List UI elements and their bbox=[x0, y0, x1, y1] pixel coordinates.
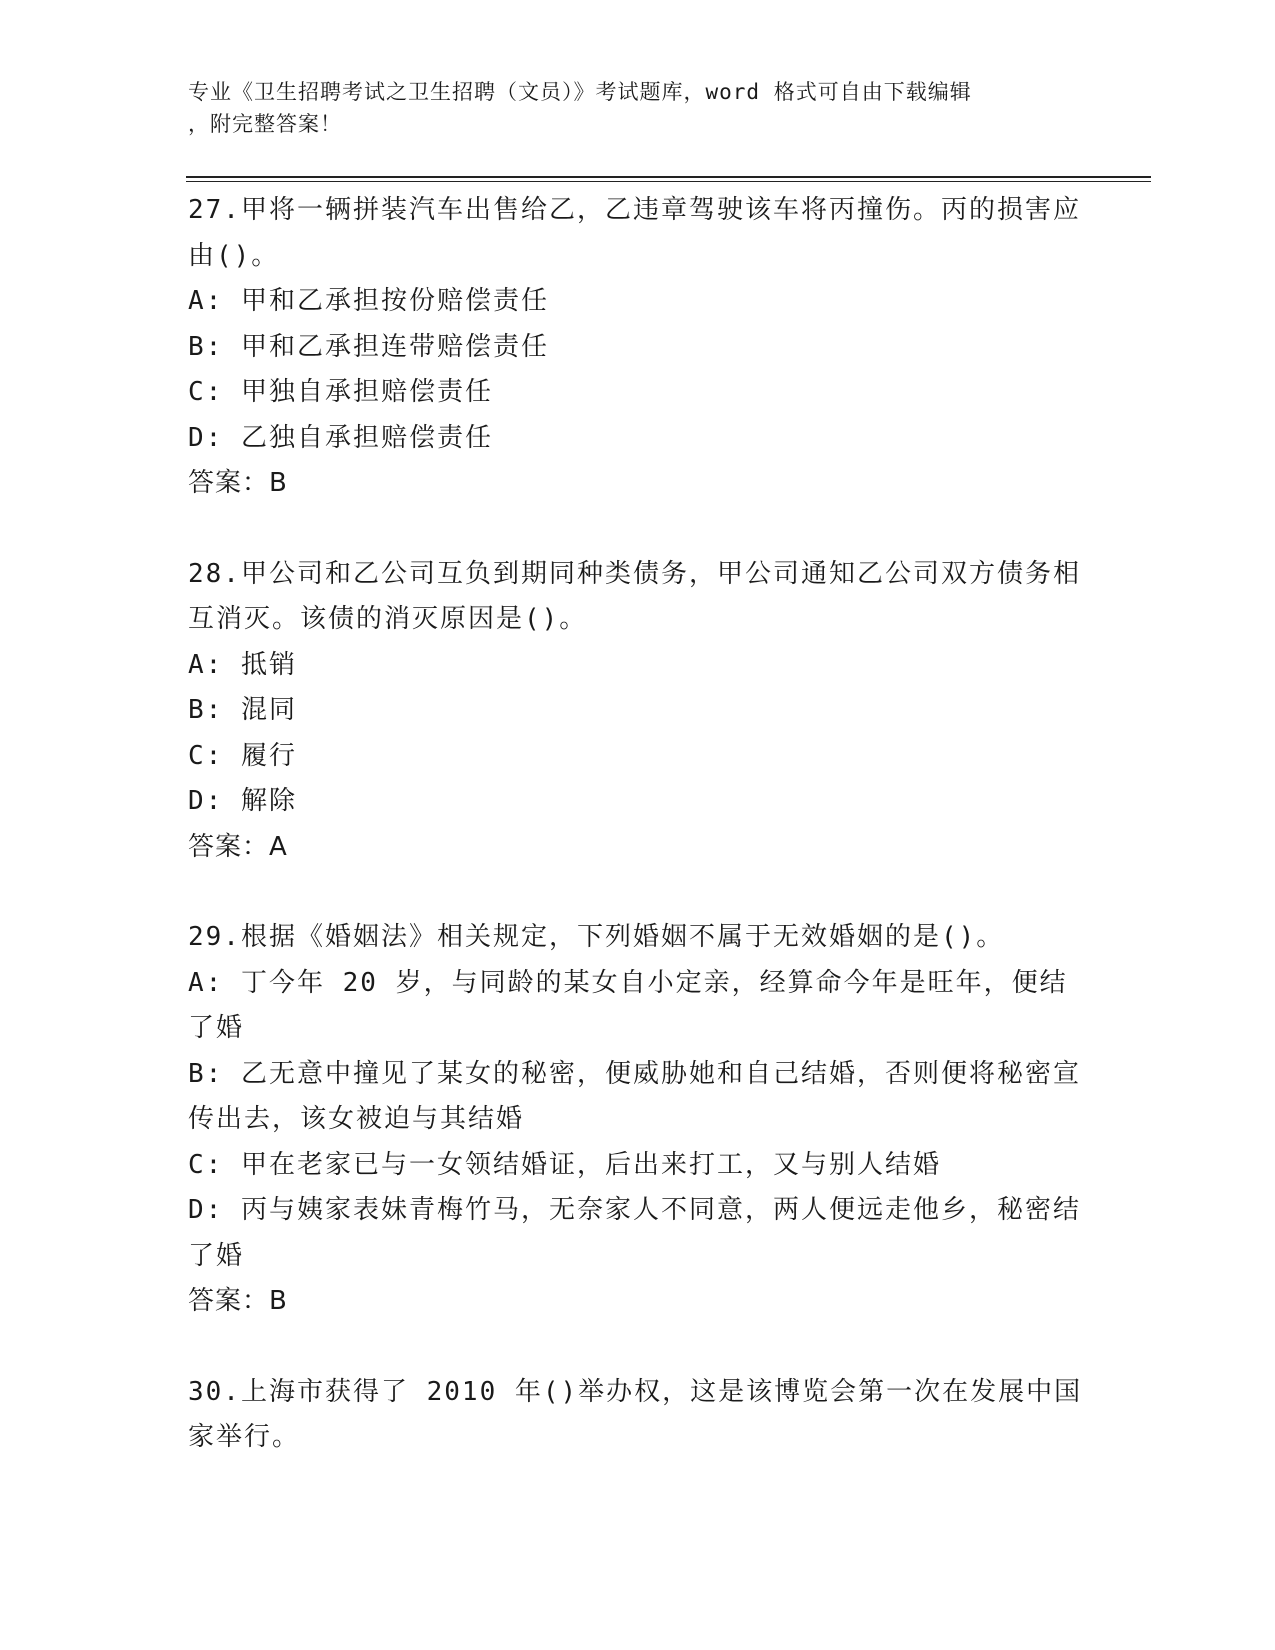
document-header bbox=[188, 76, 1078, 140]
question-30 bbox=[188, 1370, 1083, 1461]
answer-line: 答案：B bbox=[188, 1286, 288, 1316]
question-text: 30.上海市获得了 2010 年()举办权，这是该博览会第一次在发展中国家举行。 bbox=[188, 1376, 1083, 1452]
option-b: B: 乙无意中撞见了某女的秘密，便威胁她和自己结婚，否则便将秘密宣传出去，该女被迫与其结婚 bbox=[188, 1058, 1081, 1134]
option-a: A: 抵销 bbox=[188, 649, 297, 680]
option-c: C: 甲在老家已与一女领结婚证，后出来打工，又与别人结婚 bbox=[188, 1149, 941, 1180]
header-divider bbox=[186, 176, 1151, 178]
option-a: A: 甲和乙承担按份赔偿责任 bbox=[188, 286, 549, 316]
option-d: D: 解除 bbox=[188, 786, 297, 816]
question-text: 28.甲公司和乙公司互负到期同种类债务，甲公司通知乙公司双方债务相互消灭。该债的消灭原因是()。 bbox=[188, 558, 1081, 634]
option-b: B: 甲和乙承担连带赔偿责任 bbox=[188, 331, 549, 362]
option-d: D: 乙独自承担赔偿责任 bbox=[188, 422, 493, 453]
question-list bbox=[188, 188, 1083, 1461]
option-c: C: 履行 bbox=[188, 740, 297, 771]
answer-line: 答案：A bbox=[188, 831, 288, 862]
question-27 bbox=[188, 188, 1083, 507]
header-line-2: ，附完整答案！ bbox=[188, 112, 342, 136]
option-a: A: 丁今年 20 岁，与同龄的某女自小定亲，经算命今年是旺年，便结了婚 bbox=[188, 967, 1068, 1043]
option-b: B: 混同 bbox=[188, 695, 297, 725]
option-c: C: 甲独自承担赔偿责任 bbox=[188, 377, 493, 407]
question-text: 27.甲将一辆拼装汽车出售给乙，乙违章驾驶该车将丙撞伤。丙的损害应由()。 bbox=[188, 195, 1081, 271]
question-text: 29.根据《婚姻法》相关规定，下列婚姻不属于无效婚姻的是()。 bbox=[188, 922, 1005, 952]
header-divider-thin bbox=[186, 181, 1151, 182]
answer-line: 答案：B bbox=[188, 468, 288, 498]
option-d: D: 丙与姨家表妹青梅竹马，无奈家人不同意，两人便远走他乡，秘密结了婚 bbox=[188, 1195, 1081, 1271]
header-line-1: 专业《卫生招聘考试之卫生招聘（文员）》考试题库，word 格式可自由下载编辑 bbox=[188, 80, 972, 104]
question-29 bbox=[188, 915, 1083, 1325]
question-28 bbox=[188, 552, 1083, 871]
